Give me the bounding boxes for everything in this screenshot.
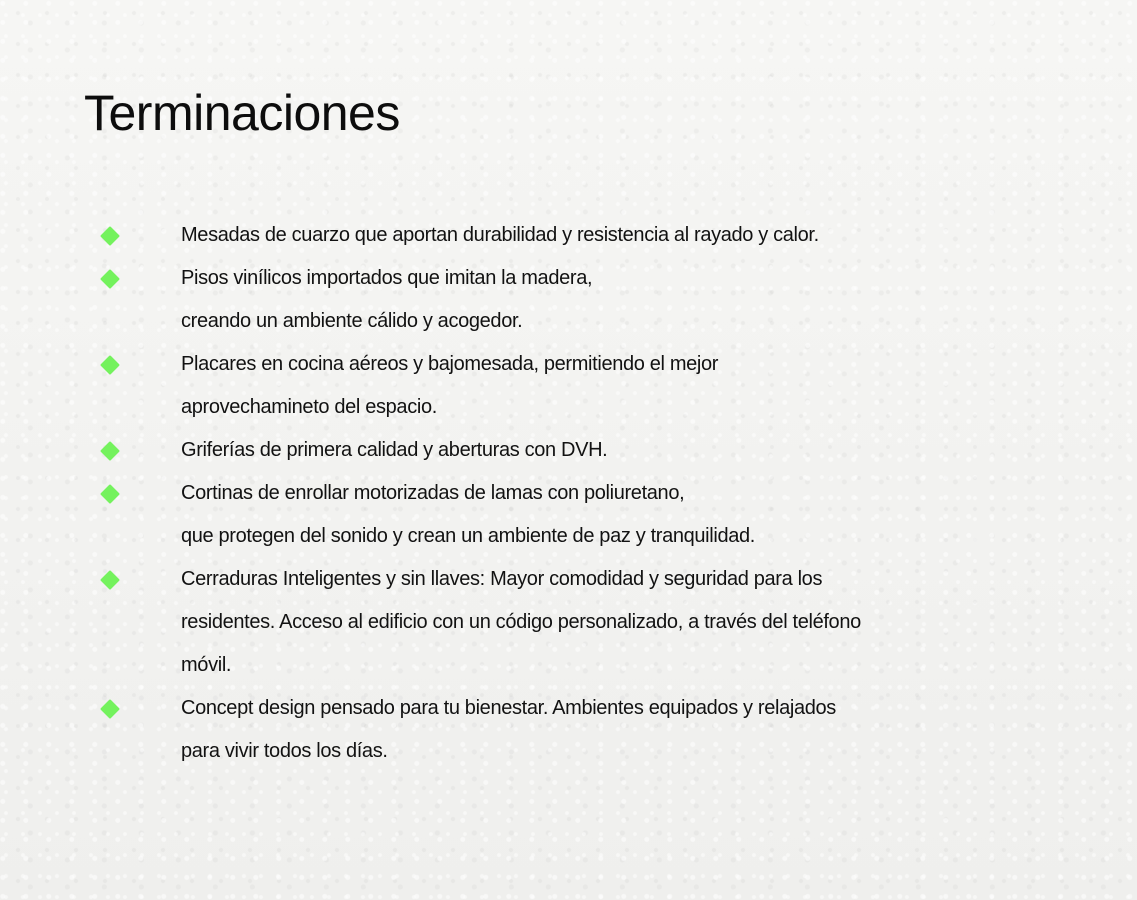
diamond-bullet-icon xyxy=(100,699,120,719)
diamond-bullet-icon xyxy=(100,484,120,504)
diamond-bullet-icon xyxy=(100,355,120,375)
feature-line: que protegen del sonido y crean un ambiente de paz y tranquilidad. xyxy=(181,525,755,547)
feature-line: aprovechamineto del espacio. xyxy=(181,396,437,418)
feature-line: para vivir todos los días. xyxy=(181,740,388,762)
feature-line: Placares en cocina aéreos y bajomesada, permitiendo el mejor xyxy=(181,353,719,375)
diamond-bullet-icon xyxy=(100,269,120,289)
feature-line: Cerraduras Inteligentes y sin llaves: Mayor comodidad y seguridad para los xyxy=(181,568,823,590)
feature-line: creando un ambiente cálido y acogedor. xyxy=(181,310,523,332)
page-title: Terminaciones xyxy=(84,85,400,141)
diamond-bullet-icon xyxy=(100,441,120,461)
feature-item-concept-design xyxy=(100,687,1060,773)
feature-item-faucets-openings xyxy=(100,429,1060,472)
feature-line: móvil. xyxy=(181,654,232,676)
feature-line: Pisos vinílicos importados que imitan la madera, xyxy=(181,267,593,289)
diamond-bullet-icon xyxy=(100,226,120,246)
feature-line: Cortinas de enrollar motorizadas de lamas con poliuretano, xyxy=(181,482,685,504)
feature-line: Concept design pensado para tu bienestar. Ambientes equipados y relajados xyxy=(181,697,836,719)
features-list xyxy=(100,214,1060,773)
diamond-bullet-icon xyxy=(100,570,120,590)
feature-item-kitchen-cabinets xyxy=(100,343,1060,429)
feature-item-vinyl-floors xyxy=(100,257,1060,343)
feature-item-motorized-blinds xyxy=(100,472,1060,558)
feature-item-quartz-countertops xyxy=(100,214,1060,257)
feature-item-smart-locks xyxy=(100,558,1060,687)
feature-line: Mesadas de cuarzo que aportan durabilidad y resistencia al rayado y calor. xyxy=(181,224,819,246)
feature-line: Griferías de primera calidad y aberturas con DVH. xyxy=(181,439,608,461)
feature-line: residentes. Acceso al edificio con un código personalizado, a través del teléfono xyxy=(181,611,861,633)
